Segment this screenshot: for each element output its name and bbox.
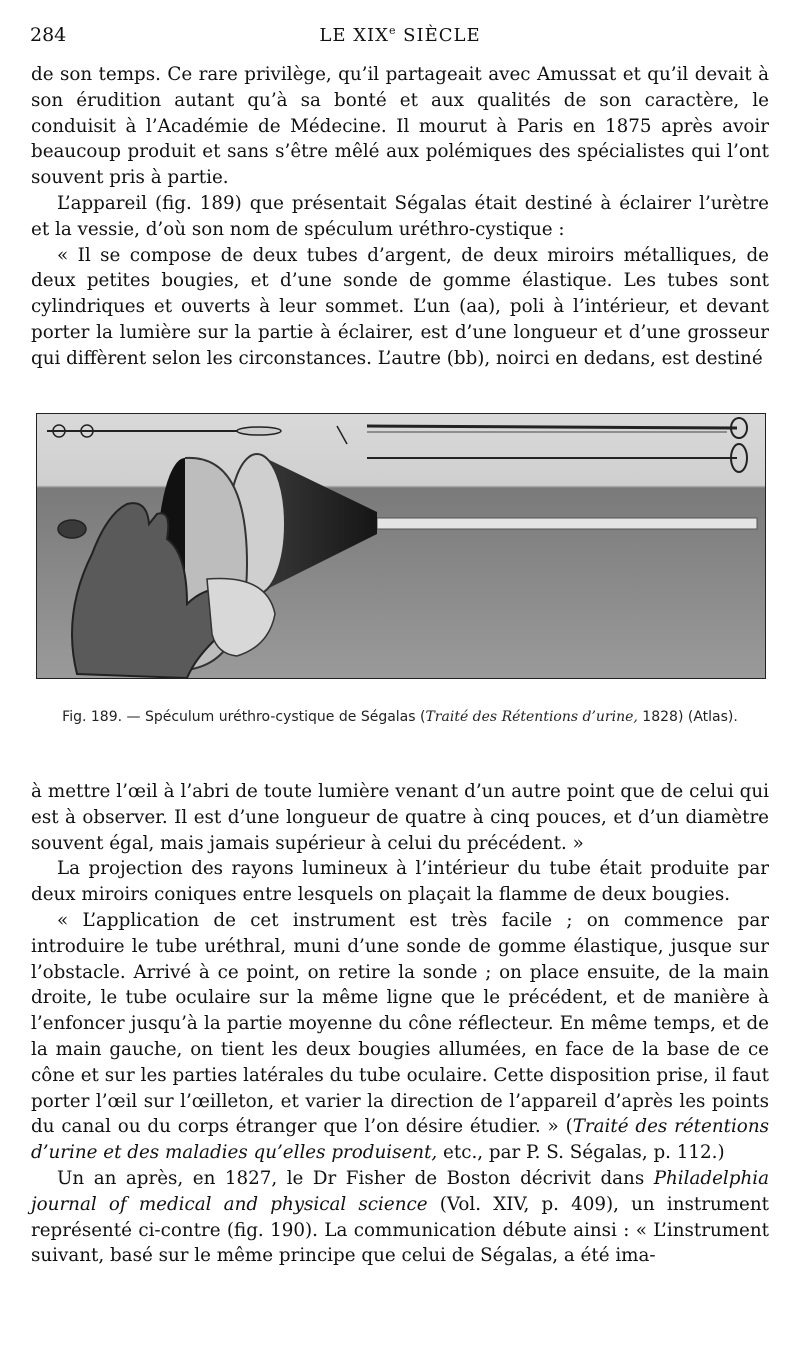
- paragraph-projection: La projection des rayons lumineux à l’intérieur du tube était produite par deux miroirs coniques entre lesquels on plaçait la flamme de deux bougies.: [31, 858, 769, 906]
- page-number: 284: [30, 24, 67, 46]
- paragraph-continuation: de son temps. Ce rare privilège, qu’il partageait avec Amussat et qu’il devait à son érudition autant qu’à sa bonté et aux qualités de son caractère, le conduisit à l’Académie de Médecine. Il mourut à Paris en 1875 après avoir beaucoup produit et sans s’être mêlé aux polémiques des spécialistes qui l’ont souvent pris à partie.: [31, 64, 769, 189]
- paragraph-application: [31, 908, 769, 1166]
- page-header: [30, 24, 770, 54]
- top-text-block: [31, 62, 769, 372]
- caption-label: Fig. 189. — Spéculum uréthro-cystique de Ségalas (: [62, 709, 426, 725]
- fisher-text-end: (Vol. XIV, p. 409), un instrument représenté ci-contre (fig. 190). La communication débute ainsi : « L’instrument suivant, basé sur le même principe que celui de Ségalas, a été ima-: [31, 1193, 769, 1267]
- running-title-prefix: LE XIX: [319, 25, 389, 46]
- application-citation-title: Traité des rétentions d’urine et des maladies qu’elles produisent,: [31, 1116, 769, 1164]
- application-citation-tail: etc., par P. S. Ségalas, p. 112.): [437, 1142, 725, 1164]
- paragraph-quote-composition: « Il se compose de deux tubes d’argent, de deux miroirs métalliques, de deux petites bougies, et d’une sonde de gomme élastique. Les tubes sont cylindriques et ouverts à leur sommet. L’un (aa), poli à l’intérieur, et devant porter la lumière sur la partie à éclairer, est d’une longueur et d’une grosseur qui diffèrent selon les circonstances. L’autre (bb), noirci en dedans, est destiné: [31, 244, 769, 369]
- speculum-engraving: [37, 414, 765, 678]
- figure-caption: [40, 706, 760, 728]
- bottom-text-block: [31, 779, 769, 1269]
- figure-189-illustration: [36, 413, 766, 679]
- running-title: [30, 24, 770, 46]
- caption-italic-title: Traité des Rétentions d’urine,: [425, 709, 638, 725]
- fisher-text-start: Un an après, en 1827, le Dr Fisher de Boston décrivit dans: [57, 1167, 654, 1189]
- paragraph-quote-end: à mettre l’œil à l’abri de toute lumière venant d’un autre point que de celui qui est à observer. Il est d’une longueur de quatre à cinq pouces, et d’un diamètre souvent égal, mais jamais supérieur à celui du précédent. »: [31, 781, 769, 854]
- running-title-suffix: SIÈCLE: [396, 25, 481, 46]
- caption-tail: 1828) (Atlas).: [637, 709, 738, 725]
- paragraph-appareil: L’appareil (fig. 189) que présentait Ségalas était destiné à éclairer l’urètre et la vessie, d’où son nom de spéculum uréthro-cystique :: [31, 192, 769, 240]
- running-title-superscript: e: [388, 24, 397, 37]
- application-text: « L’application de cet instrument est très facile ; on commence par introduire le tube uréthral, muni d’une sonde de gomme élastique, jusque sur l’obstacle. Arrivé à ce point, on retire la sonde ; on place ensuite, de la main droite, le tube oculaire sur la même ligne que le précédent, et de manière à l’enfoncer jusqu’à la partie moyenne du cône réflecteur. En même temps, et de la main gauche, on tient les deux bougies allumées, en face de la base de ce cône et sur les parties latérales du tube oculaire. Cette disposition prise, il faut porter l’œil sur l’œilleton, et varier la direction de l’appareil d’après les points du canal ou du corps étranger que l’on désire étudier. » (: [31, 909, 769, 1138]
- paragraph-fisher: [31, 1166, 769, 1269]
- fisher-journal-title: Philadelphia journal of medical and physical science: [31, 1167, 769, 1215]
